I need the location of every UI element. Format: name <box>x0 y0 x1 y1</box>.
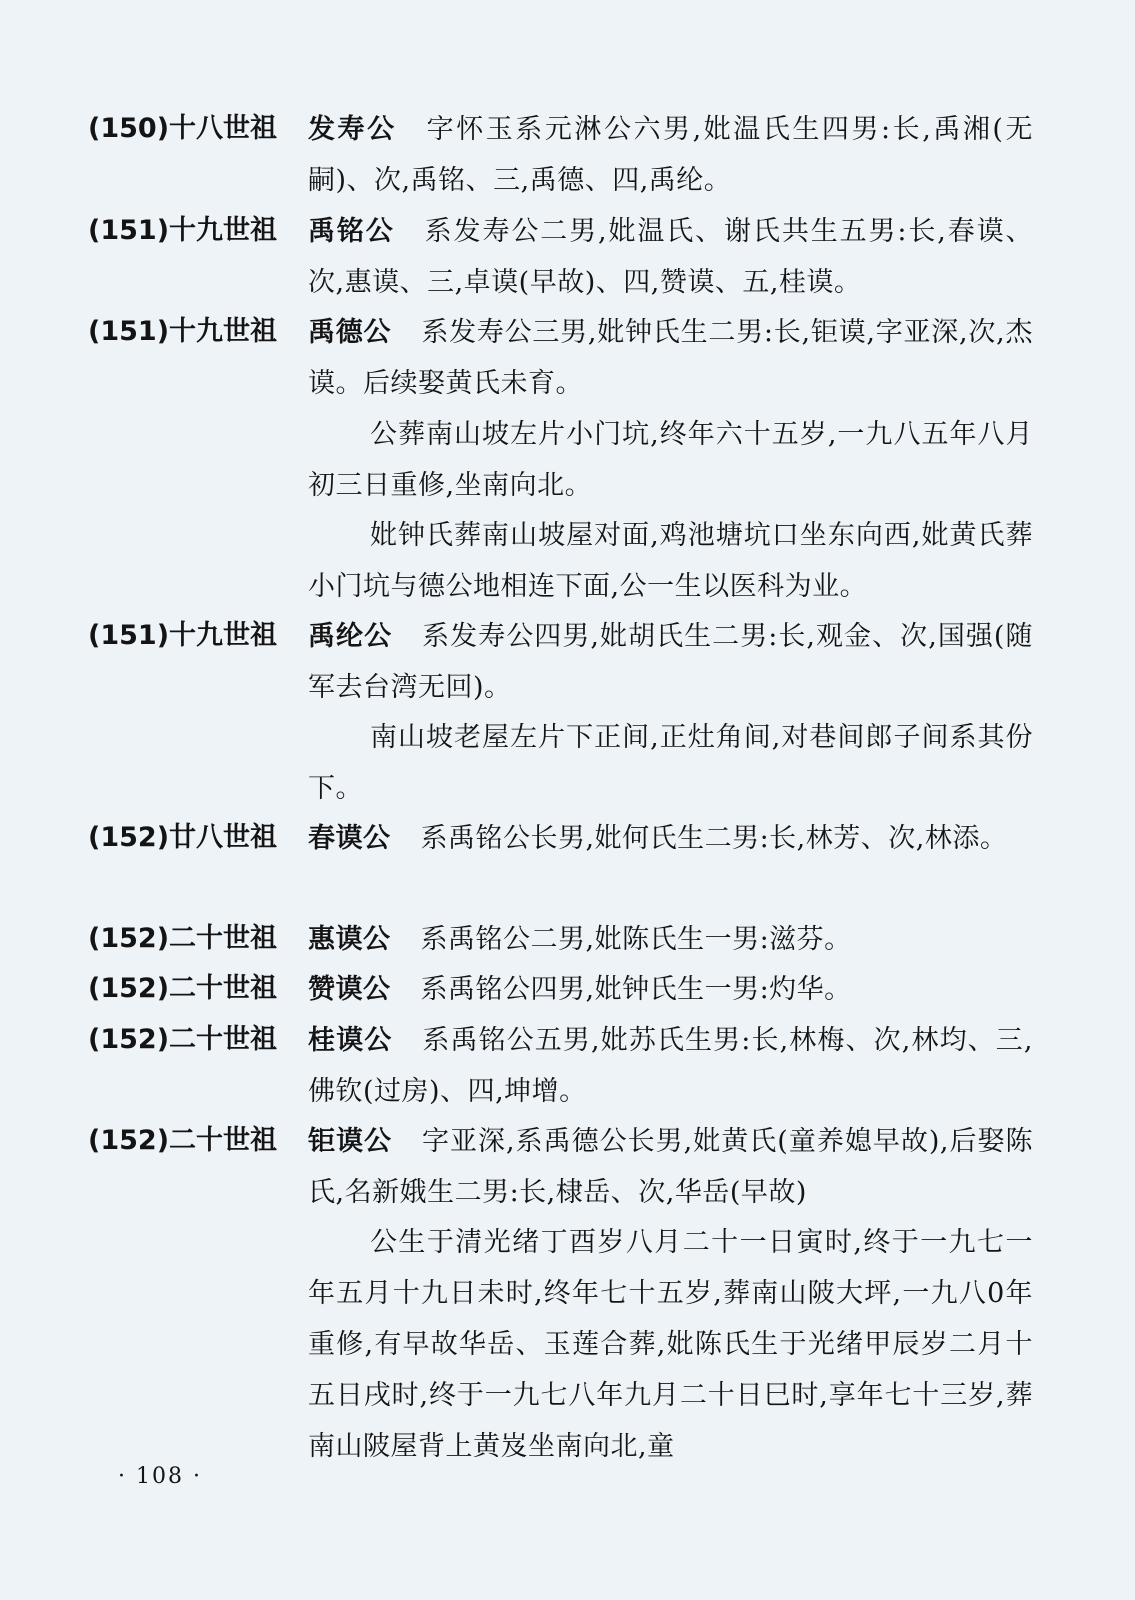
entry-text: 系发寿公四男,妣胡氏生二男:长,观金、次,国强(随军去台湾无回)。 <box>308 621 1033 703</box>
ancestor-name: 禹铭公 <box>308 216 395 247</box>
entry-label: (152)二十世祖 <box>88 923 278 954</box>
entry-label: (152)二十世祖 <box>88 1125 278 1156</box>
entry-label: (150)十八世祖 <box>88 113 278 144</box>
entry-text: 系禹铭公四男,妣钟氏生一男:灼华。 <box>420 974 852 1005</box>
entry-label: (152)二十世祖 <box>88 973 278 1004</box>
entry-text: 系发寿公三男,妣钟氏生二男:长,钜谟,字亚深,次,杰谟。后续娶黄氏未育。 <box>308 317 1034 399</box>
entry-paragraph: 妣钟氏葬南山坡屋对面,鸡池塘坑口坐东向西,妣黄氏葬小门坑与德公地相连下面,公一生以医科为业。 <box>308 520 1033 602</box>
entry-text: 字怀玉系元淋公六男,妣温氏生四男:长,禹湘(无嗣)、次,禹铭、三,禹德、四,禹纶。 <box>308 114 1034 196</box>
ancestor-name: 钜谟公 <box>308 1126 393 1157</box>
page-number: · 108 · <box>118 1464 202 1489</box>
entry-body <box>308 914 1033 965</box>
entry-text: 系禹铭公二男,妣陈氏生一男:滋芬。 <box>420 924 852 955</box>
entry-label: (151)十九世祖 <box>88 316 278 347</box>
entry-text: 系发寿公二男,妣温氏、谢氏共生五男:长,春谟、次,惠谟、三,卓谟(早故)、四,赞谟、五,桂谟。 <box>308 216 1033 298</box>
entry-body <box>308 1015 1033 1117</box>
entry-body <box>308 307 1033 409</box>
entry-label: (152)二十世祖 <box>88 1024 278 1055</box>
ancestor-name: 桂谟公 <box>308 1025 393 1056</box>
entry-body <box>308 1116 1033 1218</box>
entry-text: 字亚深,系禹德公长男,妣黄氏(童养媳早故),后娶陈氏,名新娥生二男:长,棣岳、次,华岳(早故) <box>308 1126 1033 1208</box>
entry-paragraph: 公生于清光绪丁酉岁八月二十一日寅时,终于一九七一年五月十九日未时,终年七十五岁,葬南山陂大坪,一九八0年重修,有早故华岳、玉莲合葬,妣陈氏生于光绪甲辰岁二月十五日戌时,终于一九七八年九月二十日巳时,享年七十三岁,葬南山陂屋背上黄岌坐南向北,童 <box>308 1227 1033 1462</box>
entry-paragraph: 公葬南山坡左片小门坑,终年六十五岁,一九八五年八月初三日重修,坐南向北。 <box>308 419 1033 501</box>
entry-label: (151)十九世祖 <box>88 215 278 246</box>
entry-body <box>308 206 1033 308</box>
ancestor-name: 禹纶公 <box>308 621 393 652</box>
entry-body <box>308 611 1033 713</box>
entry-body <box>308 964 1033 1015</box>
entry-body <box>308 813 1033 864</box>
ancestor-name: 赞谟公 <box>308 974 391 1005</box>
entry-paragraph: 南山坡老屋左片下正间,正灶角间,对巷间郎子间系其份下。 <box>308 722 1033 804</box>
entry-text: 系禹铭公长男,妣何氏生二男:长,林芳、次,林添。 <box>420 823 1008 854</box>
entry-text: 系禹铭公五男,妣苏氏生男:长,林梅、次,林均、三,佛钦(过房)、四,坤增。 <box>308 1025 1033 1107</box>
entry-label: (152)廿八世祖 <box>88 822 278 853</box>
entry-label: (151)十九世祖 <box>88 620 278 651</box>
ancestor-name: 发寿公 <box>308 114 397 145</box>
entry-body <box>308 104 1033 206</box>
ancestor-name: 春谟公 <box>308 823 391 854</box>
ancestor-name: 惠谟公 <box>308 924 391 955</box>
ancestor-name: 禹德公 <box>308 317 392 348</box>
